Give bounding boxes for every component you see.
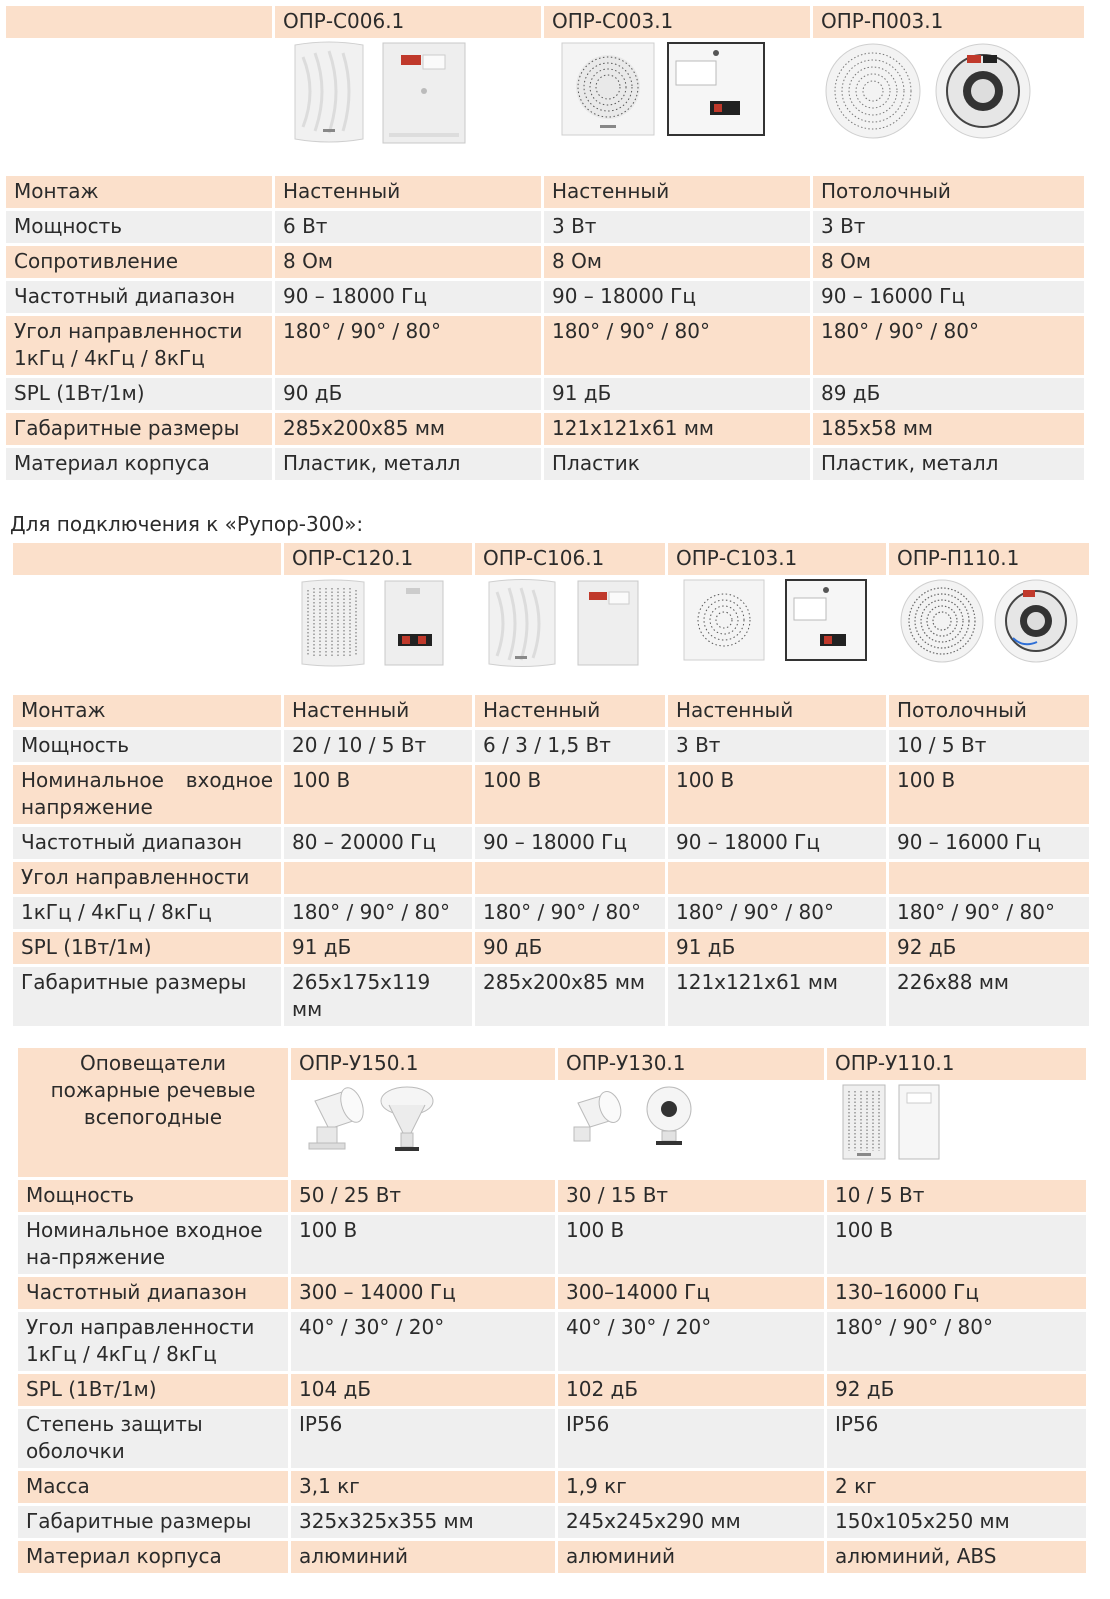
row-label: SPL (1Вт/1м)	[13, 932, 281, 964]
cell-value: 90 – 18000 Гц	[475, 827, 665, 859]
row-label: Масса	[18, 1471, 288, 1503]
model-name: ОПР-С103.1	[668, 543, 886, 575]
row-label: Габаритные размеры	[18, 1506, 288, 1538]
cell-value: 80 – 20000 Гц	[284, 827, 472, 859]
cell-value: 3 Вт	[813, 211, 1084, 243]
cell-value: Пластик, металл	[275, 448, 541, 480]
cell-value: 180° / 90° / 80°	[284, 897, 472, 929]
cell-value: 104 дБ	[291, 1374, 555, 1406]
cell-value: 100 В	[827, 1215, 1086, 1274]
wall-speaker-front-image	[289, 41, 369, 145]
row-label: Угол направленности 1кГц / 4кГц / 8кГц	[6, 316, 272, 375]
square-speaker-back-image	[666, 41, 766, 137]
cell-value: 121х121х61 мм	[668, 967, 886, 1026]
cell-value: Настенный	[475, 695, 665, 727]
cell-value: 245х245х290 мм	[558, 1506, 824, 1538]
cell-value: алюминий	[291, 1541, 555, 1573]
cell-value: 285х200х85 мм	[275, 413, 541, 445]
cell-value: алюминий, ABS	[827, 1541, 1086, 1573]
column-speaker-side-image	[897, 1083, 941, 1161]
cell-value: 226х88 мм	[889, 967, 1089, 1026]
row-label: Габаритные размеры	[13, 967, 281, 1026]
cell-value: 150х105х250 мм	[827, 1506, 1086, 1538]
ceiling-speaker-back-image	[993, 578, 1079, 664]
cell-value	[668, 862, 886, 894]
spec-table-2	[10, 540, 1092, 1029]
cell-value: Настенный	[544, 176, 810, 208]
row-label: Частотный диапазон	[18, 1277, 288, 1309]
table-row	[13, 695, 1089, 727]
column-speaker-front-image	[841, 1083, 887, 1161]
cell-value: Пластик, металл	[813, 448, 1084, 480]
cell-value: 3,1 кг	[291, 1471, 555, 1503]
row-label: Мощность	[18, 1180, 288, 1212]
table-row	[13, 730, 1089, 762]
cell-value: 90 дБ	[275, 378, 541, 410]
table-row	[18, 1180, 1086, 1212]
cell-value: 89 дБ	[813, 378, 1084, 410]
table-row	[13, 967, 1089, 1026]
cell-value: 20 / 10 / 5 Вт	[284, 730, 472, 762]
wall-speaker-front-image	[485, 578, 559, 668]
cell-value: 121х121х61 мм	[544, 413, 810, 445]
horn-speaker-side-image	[305, 1083, 369, 1157]
wall-speaker-back-image	[575, 578, 641, 668]
table-row	[6, 316, 1084, 375]
cell-value: 90 – 18000 Гц	[668, 827, 886, 859]
table-row	[18, 1409, 1086, 1468]
spec-table-3	[15, 1045, 1089, 1576]
cell-value: Потолочный	[889, 695, 1089, 727]
cell-value: 3 Вт	[668, 730, 886, 762]
model-name: ОПР-С120.1	[284, 543, 472, 575]
horn-speaker-side-image	[568, 1083, 630, 1151]
cell-value: 180° / 90° / 80°	[275, 316, 541, 375]
row-label: Монтаж	[6, 176, 272, 208]
cell-value	[475, 862, 665, 894]
row-label: Угол направленности 1кГц / 4кГц / 8кГц	[18, 1312, 288, 1371]
product-images-row	[13, 578, 1089, 692]
table-row	[6, 246, 1084, 278]
row-label: Номинальное входное на-пряжение	[18, 1215, 288, 1274]
table-row	[18, 1277, 1086, 1309]
spec-table-1	[3, 3, 1087, 483]
cell-value	[889, 862, 1089, 894]
table-row	[13, 897, 1089, 929]
cell-value: Настенный	[284, 695, 472, 727]
table-row	[13, 827, 1089, 859]
row-label: Материал корпуса	[6, 448, 272, 480]
row-label: Мощность	[6, 211, 272, 243]
table-row	[13, 932, 1089, 964]
cell-value: алюминий	[558, 1541, 824, 1573]
table-row	[18, 1374, 1086, 1406]
cell-value: 92 дБ	[827, 1374, 1086, 1406]
row-label: Мощность	[13, 730, 281, 762]
cell-value: 1,9 кг	[558, 1471, 824, 1503]
cell-value: 8 Ом	[813, 246, 1084, 278]
model-name: ОПР-У150.1	[291, 1048, 555, 1080]
product-images-row	[6, 41, 1084, 173]
cell-value: 100 В	[668, 765, 886, 824]
cell-value	[284, 862, 472, 894]
table-header-row	[6, 6, 1084, 38]
cell-value: 6 Вт	[275, 211, 541, 243]
cell-value: 91 дБ	[544, 378, 810, 410]
cell-value: 40° / 30° / 20°	[558, 1312, 824, 1371]
cell-value: 180° / 90° / 80°	[827, 1312, 1086, 1371]
cell-value: 185х58 мм	[813, 413, 1084, 445]
model-name: ОПР-У110.1	[827, 1048, 1086, 1080]
row-label: Степень защиты оболочки	[18, 1409, 288, 1468]
cell-value: 180° / 90° / 80°	[544, 316, 810, 375]
square-speaker-front-image	[560, 41, 656, 137]
cell-value: IP56	[291, 1409, 555, 1468]
table-row	[6, 448, 1084, 480]
cell-value: 100 В	[889, 765, 1089, 824]
model-name: ОПР-У130.1	[558, 1048, 824, 1080]
table-row	[6, 413, 1084, 445]
row-label: Номинальное входное напряжение	[13, 765, 281, 824]
table-row	[13, 862, 1089, 894]
table-row	[18, 1506, 1086, 1538]
cell-value: 180° / 90° / 80°	[668, 897, 886, 929]
cell-value: IP56	[827, 1409, 1086, 1468]
ceiling-speaker-front-image	[823, 41, 923, 141]
table-row	[6, 211, 1084, 243]
header-empty-cell	[6, 6, 272, 38]
row-label: Частотный диапазон	[13, 827, 281, 859]
cell-value: 92 дБ	[889, 932, 1089, 964]
row-label: 1кГц / 4кГц / 8кГц	[13, 897, 281, 929]
table-header-row	[18, 1048, 1086, 1080]
cell-value: 8 Ом	[544, 246, 810, 278]
table-header-row	[13, 543, 1089, 575]
ceiling-speaker-front-image	[899, 578, 985, 664]
cell-value: 91 дБ	[284, 932, 472, 964]
model-name: ОПР-С006.1	[275, 6, 541, 38]
row-label: SPL (1Вт/1м)	[6, 378, 272, 410]
cell-value: 180° / 90° / 80°	[889, 897, 1089, 929]
table-row	[6, 281, 1084, 313]
cell-value: 40° / 30° / 20°	[291, 1312, 555, 1371]
horn-speaker-front-image	[379, 1083, 435, 1157]
wall-speaker-back-image	[382, 578, 446, 668]
cell-value: 10 / 5 Вт	[889, 730, 1089, 762]
table-row	[6, 378, 1084, 410]
cell-value: 90 – 18000 Гц	[544, 281, 810, 313]
cell-value: 300 – 14000 Гц	[291, 1277, 555, 1309]
cell-value: 300–14000 Гц	[558, 1277, 824, 1309]
cell-value: 90 – 18000 Гц	[275, 281, 541, 313]
table-row	[18, 1541, 1086, 1573]
cell-value: IP56	[558, 1409, 824, 1468]
wall-speaker-front-image	[298, 578, 368, 668]
cell-value: 180° / 90° / 80°	[475, 897, 665, 929]
wall-speaker-back-image	[379, 41, 469, 145]
cell-value: 90 – 16000 Гц	[813, 281, 1084, 313]
cell-value: 130–16000 Гц	[827, 1277, 1086, 1309]
cell-value: 3 Вт	[544, 211, 810, 243]
model-name: ОПР-П110.1	[889, 543, 1089, 575]
table-row	[13, 765, 1089, 824]
cell-value: 91 дБ	[668, 932, 886, 964]
model-name: ОПР-С003.1	[544, 6, 810, 38]
cell-value: 100 В	[284, 765, 472, 824]
cell-value: Потолочный	[813, 176, 1084, 208]
header-empty-cell	[13, 543, 281, 575]
cell-value: Настенный	[668, 695, 886, 727]
cell-value: 2 кг	[827, 1471, 1086, 1503]
cell-value: 102 дБ	[558, 1374, 824, 1406]
cell-value: Настенный	[275, 176, 541, 208]
cell-value: 285х200х85 мм	[475, 967, 665, 1026]
cell-value: 50 / 25 Вт	[291, 1180, 555, 1212]
row-label: Монтаж	[13, 695, 281, 727]
horn-speaker-front-image	[642, 1083, 696, 1151]
square-speaker-front-image	[682, 578, 766, 662]
cell-value: 100 В	[475, 765, 665, 824]
cell-value: 8 Ом	[275, 246, 541, 278]
cell-value: 100 В	[291, 1215, 555, 1274]
cell-value: Пластик	[544, 448, 810, 480]
model-name: ОПР-С106.1	[475, 543, 665, 575]
cell-value: 265х175х119 мм	[284, 967, 472, 1026]
cell-value: 180° / 90° / 80°	[813, 316, 1084, 375]
category-label: Оповещатели пожарные речевые всепогодные	[18, 1048, 288, 1177]
row-label: Угол направленности	[13, 862, 281, 894]
cell-value: 90 дБ	[475, 932, 665, 964]
cell-value: 30 / 15 Вт	[558, 1180, 824, 1212]
table-row	[6, 176, 1084, 208]
row-label: Материал корпуса	[18, 1541, 288, 1573]
row-label: Габаритные размеры	[6, 413, 272, 445]
table-row	[18, 1312, 1086, 1371]
row-label: SPL (1Вт/1м)	[18, 1374, 288, 1406]
section-note: Для подключения к «Рупор-300»:	[10, 512, 364, 536]
ceiling-speaker-back-image	[933, 41, 1033, 141]
cell-value: 10 / 5 Вт	[827, 1180, 1086, 1212]
row-label: Частотный диапазон	[6, 281, 272, 313]
cell-value: 6 / 3 / 1,5 Вт	[475, 730, 665, 762]
cell-value: 325х325х355 мм	[291, 1506, 555, 1538]
cell-value: 100 В	[558, 1215, 824, 1274]
square-speaker-back-image	[784, 578, 868, 662]
cell-value: 90 – 16000 Гц	[889, 827, 1089, 859]
model-name: ОПР-П003.1	[813, 6, 1084, 38]
table-row	[18, 1471, 1086, 1503]
row-label: Сопротивление	[6, 246, 272, 278]
table-row	[18, 1215, 1086, 1274]
